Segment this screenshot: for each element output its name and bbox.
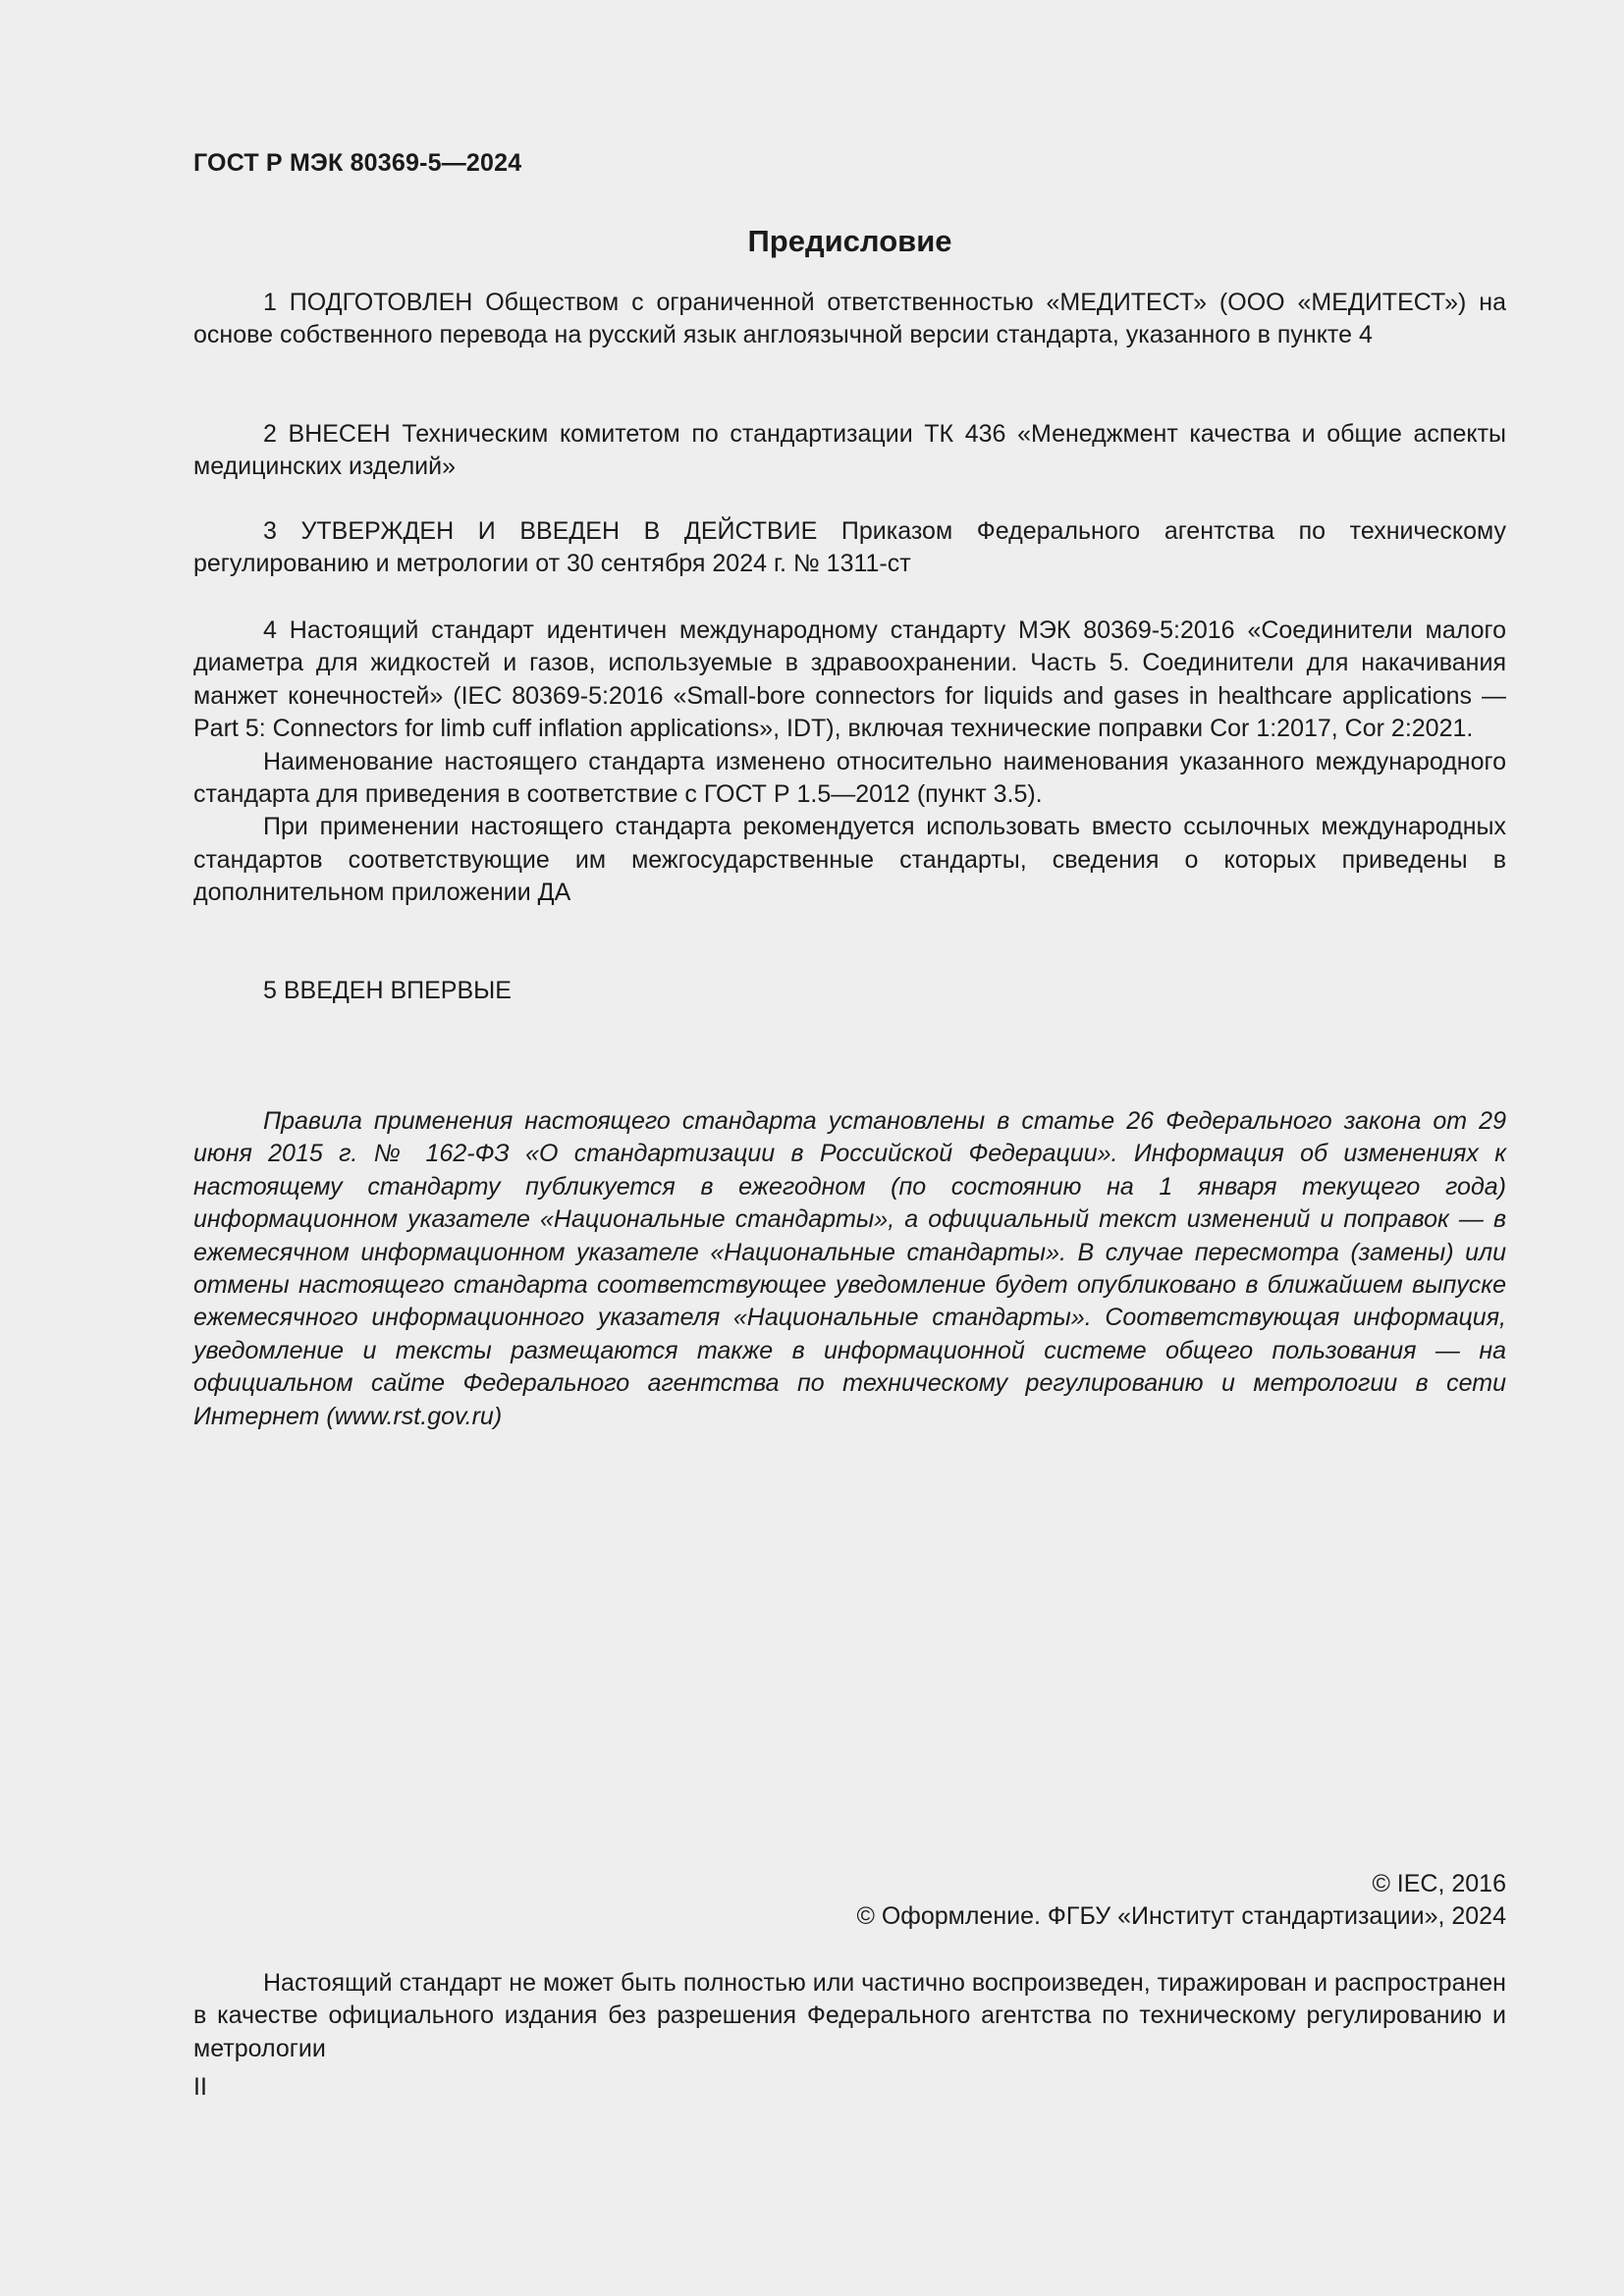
reproduction-notice-text: Настоящий стандарт не может быть полностью или частично воспроизведен, тиражирован и распространен в качестве официального издания без разрешения Федерального агентства по техническому регулированию и метрологии (193, 1969, 1506, 2062)
section-2 (193, 418, 1506, 484)
section-3 (193, 515, 1506, 581)
section-3-text: 3 УТВЕРЖДЕН И ВВЕДЕН В ДЕЙСТВИЕ Приказом Федерального агентства по техническому регулированию и метрологии от 30 сентября 2024 г. № 1311-ст (193, 517, 1506, 578)
legal-notice-text: Правила применения настоящего стандарта установлены в статье 26 Федерального закона от 29 июня 2015 г. № 162-ФЗ «О стандартизации в Российской Федерации». Информация об изменениях к настоящему стандарту публикуется в ежегодном (по состоянию на 1 января текущего года) информационном указателе «Национальные стандарты», а официальный текст изменений и поправок — в ежемесячном информационном указателе «Национальные стандарты». В случае пересмотра (замены) или отмены настоящего стандарта соответствующее уведомление будет опубликовано в ближайшем выпуске ежемесячного информационного указателя «Национальные стандарты». Соответствующая информация, уведомление и тексты размещаются также в информационной системе общего пользования — на официальном сайте Федерального агентства по техническому регулированию и метрологии в сети Интернет (www.rst.gov.ru) (193, 1107, 1506, 1430)
section-5 (193, 975, 1506, 1007)
section-1-text: 1 ПОДГОТОВЛЕН Обществом с ограниченной ответственностью «МЕДИТЕСТ» (ООО «МЕДИТЕСТ») на основе собственного перевода на русский язык англоязычной версии стандарта, указанного в пункте 4 (193, 289, 1506, 349)
section-4-paragraph-1: 4 Настоящий стандарт идентичен международному стандарту МЭК 80369-5:2016 «Соединители малого диаметра для жидкостей и газов, используемые в здравоохранении. Часть 5. Соединители для накачивания манжет конечностей» (IEC 80369-5:2016 «Small-bore connectors for liquids and gases in healthcare applications — Part 5: Connectors for limb cuff inflation applications», IDT), включая технические поправки Cor 1:2017, Cor 2:2021. (193, 616, 1506, 743)
reproduction-notice (193, 1967, 1506, 2065)
legal-notice (193, 1105, 1506, 1433)
section-4-paragraph-3: При применении настоящего стандарта рекомендуется использовать вместо ссылочных международных стандартов соответствующие им межгосударственные стандарты, сведения о которых приведены в дополнительном приложении ДА (193, 813, 1506, 907)
section-1 (193, 287, 1506, 352)
document-code: ГОСТ Р МЭК 80369-5—2024 (193, 149, 522, 177)
section-4-paragraph-2: Наименование настоящего стандарта изменено относительно наименования указанного международного стандарта для приведения в соответствие с ГОСТ Р 1.5—2012 (пункт 3.5). (193, 747, 1506, 809)
copyright-block (193, 1868, 1506, 1934)
copyright-design: © Оформление. ФГБУ «Институт стандартизации», 2024 (856, 1902, 1506, 1931)
section-4 (193, 614, 1506, 910)
page-title: Предисловие (747, 224, 952, 258)
copyright-iec: © IEC, 2016 (1372, 1870, 1506, 1897)
section-2-text: 2 ВНЕСЕН Техническим комитетом по стандартизации ТК 436 «Менеджмент качества и общие аспекты медицинских изделий» (193, 420, 1506, 481)
page-number: II (193, 2073, 207, 2101)
section-5-text: 5 ВВЕДЕН ВПЕРВЫЕ (263, 977, 512, 1004)
